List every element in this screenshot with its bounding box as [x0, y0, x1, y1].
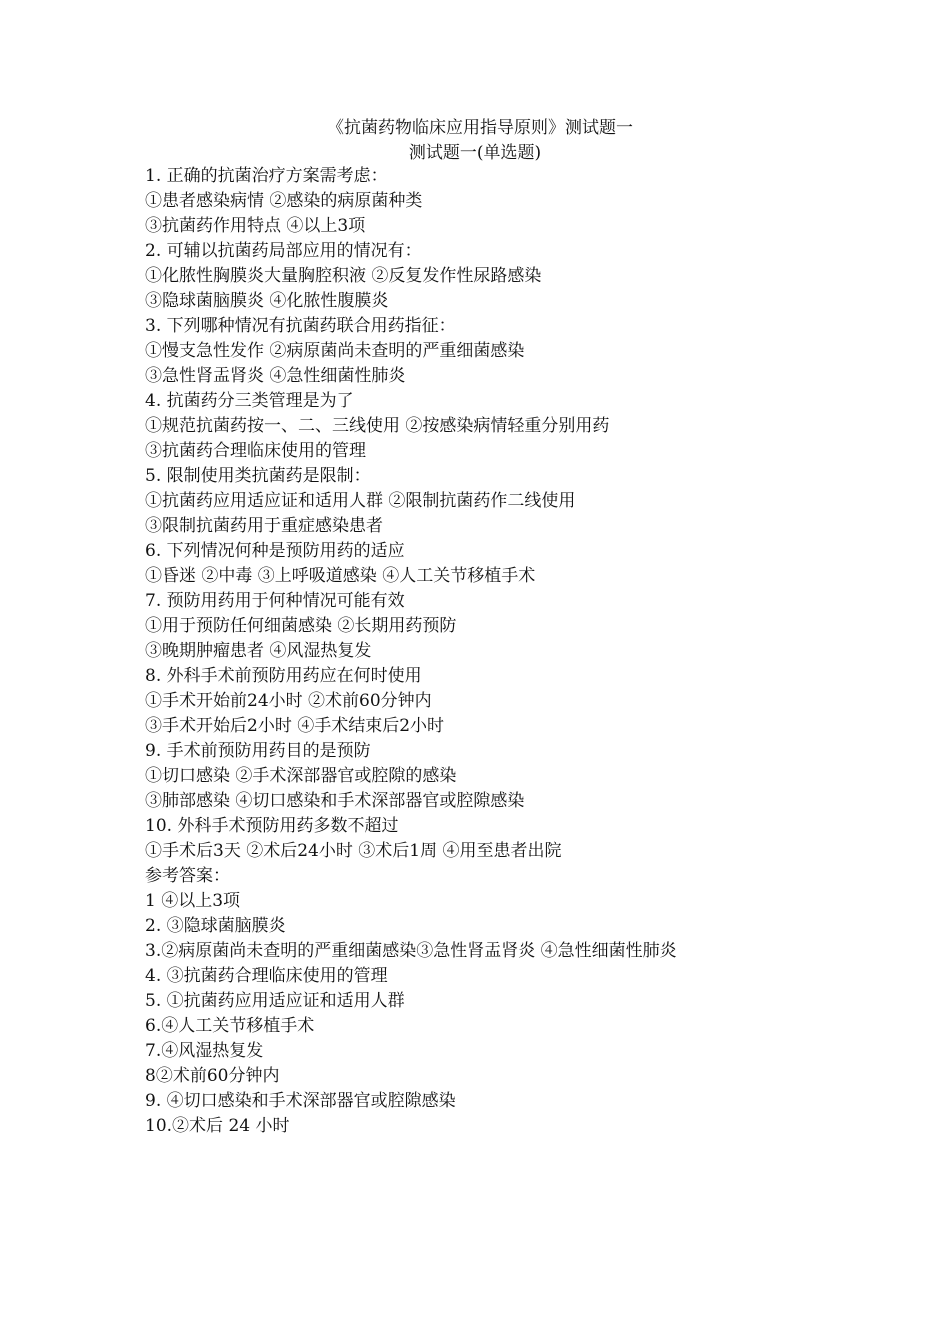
answer-line: 7.④风湿热复发 — [145, 1041, 264, 1061]
question-option-line: ①手术后3天 ②术后24小时 ③术后1周 ④用至患者出院 — [145, 841, 562, 861]
question-stem: 3. 下列哪种情况有抗菌药联合用药指征： — [145, 316, 456, 336]
question-option-line: ③抗菌药作用特点 ④以上3项 — [145, 216, 366, 236]
question-option-line: ①用于预防任何细菌感染 ②长期用药预防 — [145, 616, 457, 636]
answer-line: 3.②病原菌尚未查明的严重细菌感染③急性肾盂肾炎 ④急性细菌性肺炎 — [145, 941, 677, 961]
question-option-line: ①化脓性胸膜炎大量胸腔积液 ②反复发作性尿路感染 — [145, 266, 542, 286]
question-option-line: ①规范抗菌药按一、二、三线使用 ②按感染病情轻重分别用药 — [145, 416, 610, 436]
question-stem: 8. 外科手术前预防用药应在何时使用 — [145, 666, 422, 686]
question-option-line: ③手术开始后2小时 ④手术结束后2小时 — [145, 716, 445, 736]
question-option-line: ①昏迷 ②中毒 ③上呼吸道感染 ④人工关节移植手术 — [145, 566, 536, 586]
question-option-line: ③限制抗菌药用于重症感染患者 — [145, 516, 383, 536]
question-option-line: ③晚期肿瘤患者 ④风湿热复发 — [145, 641, 372, 661]
answer-line: 4. ③抗菌药合理临床使用的管理 — [145, 966, 388, 986]
question-stem: 6. 下列情况何种是预防用药的适应 — [145, 541, 405, 561]
question-option-line: ③急性肾盂肾炎 ④急性细菌性肺炎 — [145, 366, 406, 386]
answers-heading: 参考答案： — [145, 866, 230, 886]
question-option-line: ①患者感染病情 ②感染的病原菌种类 — [145, 191, 423, 211]
question-option-line: ①切口感染 ②手术深部器官或腔隙的感染 — [145, 766, 457, 786]
question-option-line: ③肺部感染 ④切口感染和手术深部器官或腔隙感染 — [145, 791, 525, 811]
document-body — [145, 164, 925, 1139]
question-stem: 4. 抗菌药分三类管理是为了 — [145, 391, 354, 411]
answer-line: 5. ①抗菌药应用适应证和适用人群 — [145, 991, 405, 1011]
answer-line: 9. ④切口感染和手术深部器官或腔隙感染 — [145, 1091, 456, 1111]
answer-line: 2. ③隐球菌脑膜炎 — [145, 916, 286, 936]
answer-line: 1 ④以上3项 — [145, 891, 241, 911]
document-subtitle: 测试题一(单选题) — [408, 143, 542, 163]
question-stem: 5. 限制使用类抗菌药是限制： — [145, 466, 371, 486]
question-stem: 1. 正确的抗菌治疗方案需考虑： — [145, 166, 388, 186]
answer-line: 10.②术后 24 小时 — [145, 1116, 290, 1136]
question-stem: 7. 预防用药用于何种情况可能有效 — [145, 591, 405, 611]
question-option-line: ①手术开始前24小时 ②术前60分钟内 — [145, 691, 432, 711]
question-stem: 10. 外科手术预防用药多数不超过 — [145, 816, 399, 836]
question-option-line: ③抗菌药合理临床使用的管理 — [145, 441, 366, 461]
answer-line: 6.④人工关节移植手术 — [145, 1016, 315, 1036]
question-stem: 2. 可辅以抗菌药局部应用的情况有： — [145, 241, 422, 261]
document-title: 《抗菌药物临床应用指导原则》测试题一 — [327, 118, 633, 138]
question-option-line: ③隐球菌脑膜炎 ④化脓性腹膜炎 — [145, 291, 389, 311]
answer-line: 8②术前60分钟内 — [145, 1066, 280, 1086]
question-option-line: ①抗菌药应用适应证和适用人群 ②限制抗菌药作二线使用 — [145, 491, 576, 511]
question-stem: 9. 手术前预防用药目的是预防 — [145, 741, 371, 761]
question-option-line: ①慢支急性发作 ②病原菌尚未查明的严重细菌感染 — [145, 341, 525, 361]
